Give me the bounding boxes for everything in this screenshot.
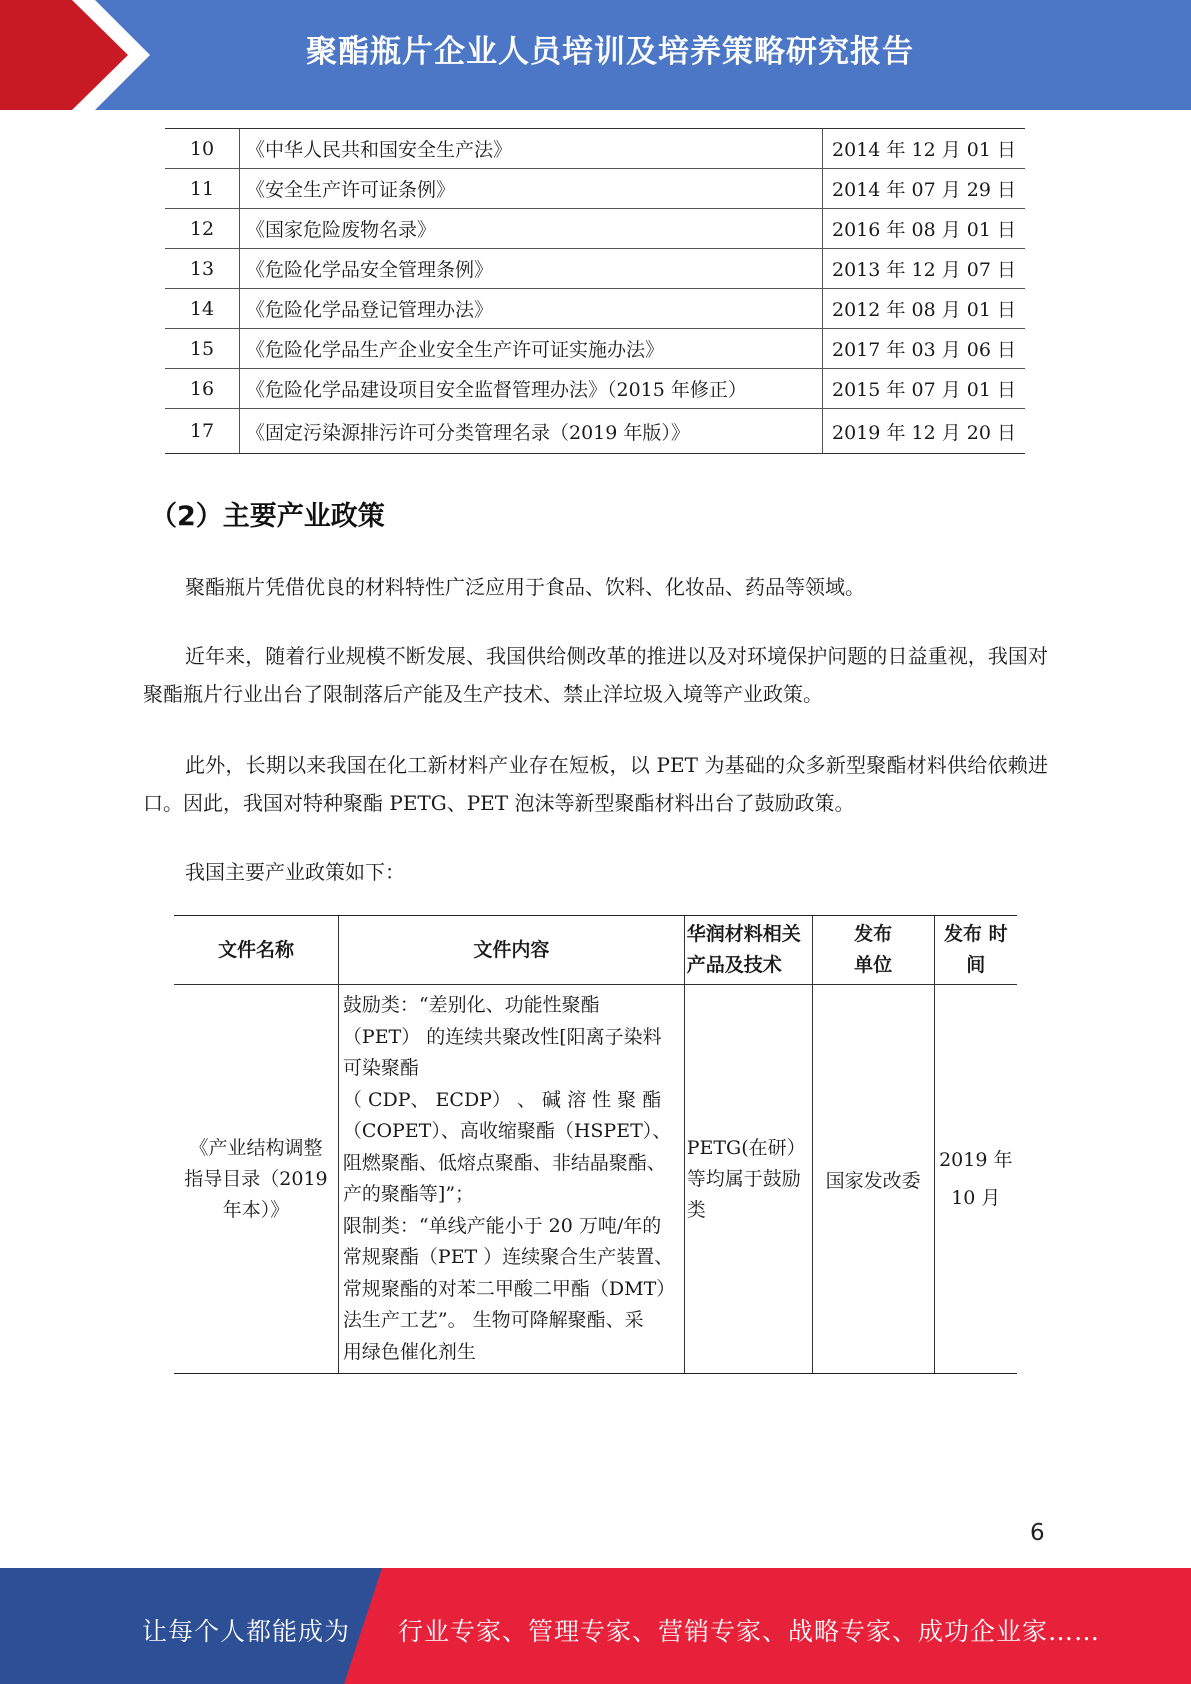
header-issuer-line2: 单位 — [854, 954, 893, 976]
law-date: 2014 年 12 月 01 日 — [823, 129, 1026, 169]
law-date: 2012 年 08 月 01 日 — [823, 289, 1026, 329]
content-line: （PET） 的连续共聚改性[阳离子染料 — [342, 1025, 662, 1048]
law-name: 《危险化学品建设项目安全监督管理办法》（2015 年修正） — [240, 369, 823, 409]
law-number: 16 — [165, 369, 240, 409]
law-row — [165, 129, 1025, 169]
paragraph-1: 聚酯瓶片凭借优良的材料特性广泛应用于食品、饮料、化妆品、药品等领域。 — [185, 575, 865, 599]
law-date: 2019 年 12 月 20 日 — [823, 409, 1026, 454]
footer-slogan-left: 让每个人都能成为 — [142, 1617, 351, 1646]
policy-doc-content — [338, 985, 684, 1374]
law-date: 2015 年 07 月 01 日 — [823, 369, 1026, 409]
header-issuer — [812, 916, 934, 985]
header-date — [934, 916, 1017, 985]
paragraph-4: 我国主要产业政策如下： — [185, 860, 405, 884]
law-number: 17 — [165, 409, 240, 454]
law-number: 14 — [165, 289, 240, 329]
laws-table — [165, 128, 1025, 454]
page-number: 6 — [1030, 1520, 1045, 1546]
paragraph-3: 此外，长期以来我国在化工新材料产业存在短板，以 PET 为基础的众多新型聚酯材料供给依赖进口。因此，我国对特种聚酯 PETG、PET 泡沫等新型聚酯材料出台了鼓励政策。 — [143, 753, 1048, 815]
law-name: 《危险化学品安全管理条例》 — [240, 249, 823, 289]
policy-issuer: 国家发改委 — [812, 985, 934, 1374]
content-line: 常规聚酯的对苯二甲酸二甲酯（DMT） — [342, 1277, 676, 1300]
header-related — [684, 916, 812, 985]
law-number: 10 — [165, 129, 240, 169]
law-name: 《国家危险废物名录》 — [240, 209, 823, 249]
paragraph-2: 近年来，随着行业规模不断发展、我国供给侧改革的推进以及对环境保护问题的日益重视，我国对聚酯瓶片行业出台了限制落后产能及生产技术、禁止洋垃圾入境等产业政策。 — [143, 644, 1048, 706]
footer-slogan-right: 行业专家、管理专家、营销专家、战略专家、成功企业家…… — [398, 1617, 1101, 1646]
law-row — [165, 289, 1025, 329]
content-line: 常规聚酯（PET ）连续聚合生产装置、 — [342, 1246, 674, 1268]
page-header — [0, 0, 1191, 110]
law-name: 《固定污染源排污许可分类管理名录（2019 年版）》 — [240, 409, 823, 454]
content-line: 产的聚酯等]”； — [342, 1183, 475, 1205]
content-line: 用绿色催化剂生 — [342, 1340, 476, 1363]
policy-related: PETG(在研）等均属于鼓励类 — [684, 985, 812, 1374]
policy-header-row — [174, 916, 1017, 985]
law-row — [165, 329, 1025, 369]
content-line: 鼓励类：“差别化、功能性聚酯 — [342, 994, 600, 1016]
law-date: 2017 年 03 月 06 日 — [823, 329, 1026, 369]
content-line: 阻燃聚酯、低熔点聚酯、非结晶聚酯、 — [342, 1151, 666, 1174]
law-row — [165, 249, 1025, 289]
content-line: （ CDP、 ECDP） 、 碱 溶 性 聚 酯 — [342, 1088, 662, 1111]
law-name: 《中华人民共和国安全生产法》 — [240, 129, 823, 169]
law-date: 2013 年 12 月 07 日 — [823, 249, 1026, 289]
law-name: 《危险化学品生产企业安全生产许可证实施办法》 — [240, 329, 823, 369]
policy-doc-name: 《产业结构调整指导目录（2019 年本）》 — [174, 985, 338, 1374]
law-date: 2016 年 08 月 01 日 — [823, 209, 1026, 249]
law-date: 2014 年 07 月 29 日 — [823, 169, 1026, 209]
law-row — [165, 169, 1025, 209]
law-number: 11 — [165, 169, 240, 209]
header-date-line2: 间 — [966, 954, 986, 976]
header-issuer-line1: 发布 — [854, 923, 893, 945]
law-name: 《安全生产许可证条例》 — [240, 169, 823, 209]
section-heading: （2）主要产业政策 — [150, 501, 385, 532]
policy-table — [174, 915, 1017, 1374]
chevron-arrow-icon — [0, 0, 160, 110]
law-number: 13 — [165, 249, 240, 289]
content-line: （COPET）、高收缩聚酯（HSPET）、 — [342, 1120, 672, 1142]
header-title: 聚酯瓶片企业人员培训及培养策略研究报告 — [306, 34, 914, 70]
page-footer — [0, 1568, 1191, 1684]
content-line: 限制类：“单线产能小于 20 万吨/年的 — [342, 1214, 662, 1237]
law-name: 《危险化学品登记管理办法》 — [240, 289, 823, 329]
header-date-line1: 发布 时 — [943, 923, 1008, 945]
policy-date-line1: 2019 年 — [939, 1149, 1013, 1171]
law-row — [165, 409, 1025, 454]
header-doc-content: 文件内容 — [338, 916, 684, 985]
law-number: 12 — [165, 209, 240, 249]
header-related-line2: 产品及技术 — [686, 954, 782, 976]
content-line: 可染聚酯 — [342, 1057, 419, 1079]
law-row — [165, 209, 1025, 249]
header-doc-name: 文件名称 — [174, 916, 338, 985]
content-line: 法生产工艺”。 生物可降解聚酯、采 — [342, 1309, 644, 1331]
law-row — [165, 369, 1025, 409]
policy-date-line2: 10 月 — [951, 1187, 1001, 1209]
law-number: 15 — [165, 329, 240, 369]
policy-row — [174, 985, 1017, 1374]
header-related-line1: 华润材料相关 — [686, 923, 801, 945]
policy-date — [934, 985, 1017, 1374]
